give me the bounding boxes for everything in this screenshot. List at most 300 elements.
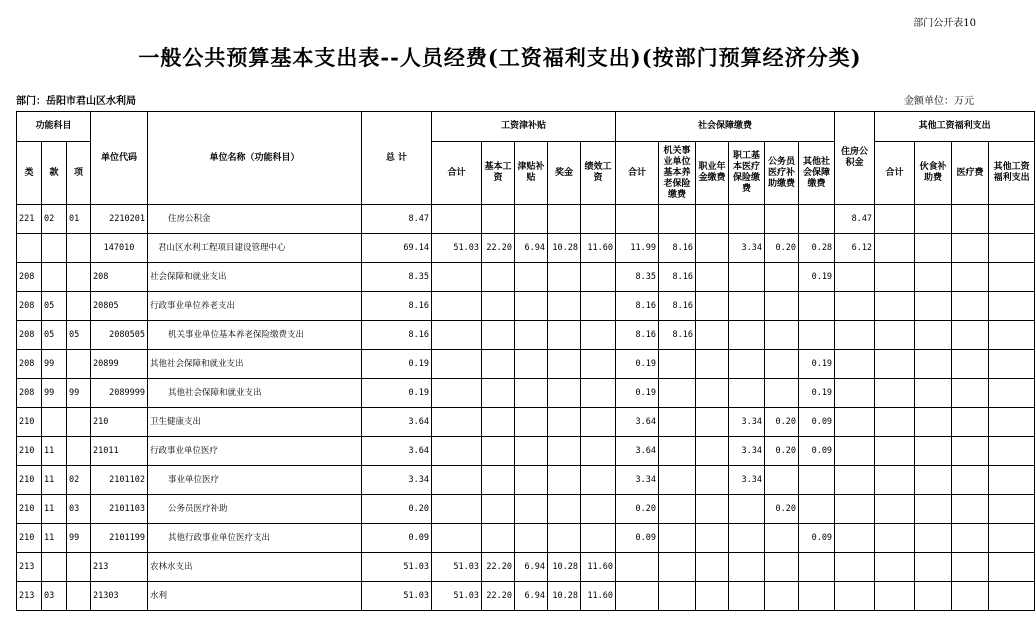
header-civil-medical: 公务员医疗补助缴费 (765, 142, 799, 205)
cell-wage-subtotal (432, 437, 482, 466)
cell-lei: 208 (17, 292, 42, 321)
cell-other-social (799, 321, 835, 350)
cell-bonus (548, 466, 581, 495)
cell-wage-subtotal (432, 495, 482, 524)
cell-unit-code: 2210201 (91, 205, 148, 234)
cell-unit-code: 2101103 (91, 495, 148, 524)
cell-unit-name: 行政事业单位医疗 (148, 437, 362, 466)
cell-unit-name: 其他行政事业单位医疗支出 (148, 524, 362, 553)
cell-pension (659, 466, 696, 495)
cell-xiang (67, 437, 91, 466)
cell-medical-fee (952, 524, 989, 553)
cell-wage-subtotal (432, 263, 482, 292)
cell-kuan: 11 (42, 524, 67, 553)
cell-pension: 8.16 (659, 263, 696, 292)
cell-annuity (696, 263, 729, 292)
cell-unit-code: 20899 (91, 350, 148, 379)
cell-other-social (799, 553, 835, 582)
cell-allowance (515, 321, 548, 350)
cell-other-subtotal (875, 379, 915, 408)
cell-basic-wage (482, 350, 515, 379)
cell-unit-code: 147010 (91, 234, 148, 263)
cell-meal (915, 350, 952, 379)
cell-other-welfare (989, 524, 1035, 553)
cell-bonus (548, 321, 581, 350)
cell-social-subtotal: 8.16 (616, 292, 659, 321)
header-other-welfare: 其他工资福利支出 (989, 142, 1035, 205)
cell-annuity (696, 553, 729, 582)
budget-table (16, 111, 1035, 611)
cell-annuity (696, 350, 729, 379)
cell-kuan: 05 (42, 292, 67, 321)
header-other-group: 其他工资福利支出 (875, 112, 1035, 142)
cell-medical-fee (952, 379, 989, 408)
cell-performance (581, 292, 616, 321)
cell-lei: 210 (17, 524, 42, 553)
cell-medical: 3.34 (729, 437, 765, 466)
table-row (17, 524, 1035, 553)
cell-kuan (42, 263, 67, 292)
cell-xiang: 01 (67, 205, 91, 234)
cell-unit-name: 公务员医疗补助 (148, 495, 362, 524)
cell-housing-fund (835, 495, 875, 524)
cell-housing-fund (835, 379, 875, 408)
cell-bonus: 10.28 (548, 553, 581, 582)
cell-unit-name: 行政事业单位养老支出 (148, 292, 362, 321)
cell-other-subtotal (875, 524, 915, 553)
cell-housing-fund (835, 437, 875, 466)
cell-wage-subtotal: 51.03 (432, 553, 482, 582)
cell-total: 51.03 (362, 582, 432, 611)
cell-housing-fund (835, 524, 875, 553)
cell-unit-code: 213 (91, 553, 148, 582)
cell-medical (729, 205, 765, 234)
cell-bonus (548, 350, 581, 379)
cell-performance: 11.60 (581, 234, 616, 263)
cell-other-social: 0.09 (799, 408, 835, 437)
header-kuan: 款 (42, 142, 67, 205)
table-row (17, 466, 1035, 495)
cell-wage-subtotal (432, 292, 482, 321)
cell-lei: 210 (17, 495, 42, 524)
cell-other-social: 0.19 (799, 263, 835, 292)
cell-other-social: 0.28 (799, 234, 835, 263)
cell-housing-fund (835, 466, 875, 495)
cell-medical (729, 553, 765, 582)
cell-lei: 208 (17, 379, 42, 408)
table-row (17, 205, 1035, 234)
cell-kuan: 02 (42, 205, 67, 234)
table-row (17, 379, 1035, 408)
cell-performance (581, 205, 616, 234)
cell-civil-medical (765, 582, 799, 611)
cell-annuity (696, 321, 729, 350)
cell-allowance: 6.94 (515, 582, 548, 611)
cell-pension (659, 437, 696, 466)
cell-xiang: 99 (67, 524, 91, 553)
cell-social-subtotal: 11.99 (616, 234, 659, 263)
cell-housing-fund (835, 321, 875, 350)
cell-other-subtotal (875, 437, 915, 466)
cell-other-social: 0.09 (799, 437, 835, 466)
cell-total: 0.19 (362, 350, 432, 379)
cell-total: 0.19 (362, 379, 432, 408)
cell-unit-code: 2101199 (91, 524, 148, 553)
table-row (17, 437, 1035, 466)
cell-lei: 210 (17, 466, 42, 495)
cell-other-social: 0.19 (799, 379, 835, 408)
cell-wage-subtotal (432, 321, 482, 350)
cell-other-welfare (989, 553, 1035, 582)
header-other-subtotal: 合计 (875, 142, 915, 205)
cell-lei: 210 (17, 408, 42, 437)
cell-civil-medical (765, 263, 799, 292)
cell-performance: 11.60 (581, 553, 616, 582)
cell-kuan (42, 234, 67, 263)
table-row (17, 495, 1035, 524)
cell-meal (915, 379, 952, 408)
cell-medical: 3.34 (729, 408, 765, 437)
cell-unit-code: 208 (91, 263, 148, 292)
cell-unit-name: 农林水支出 (148, 553, 362, 582)
header-social-subtotal: 合计 (616, 142, 659, 205)
cell-basic-wage (482, 466, 515, 495)
cell-allowance (515, 437, 548, 466)
cell-other-social (799, 495, 835, 524)
cell-kuan (42, 553, 67, 582)
cell-annuity (696, 292, 729, 321)
cell-meal (915, 321, 952, 350)
cell-wage-subtotal (432, 466, 482, 495)
cell-civil-medical (765, 524, 799, 553)
cell-meal (915, 582, 952, 611)
header-medical: 职工基本医疗保险缴费 (729, 142, 765, 205)
cell-social-subtotal: 3.34 (616, 466, 659, 495)
cell-other-social: 0.19 (799, 350, 835, 379)
cell-other-social: 0.09 (799, 524, 835, 553)
cell-total: 8.16 (362, 292, 432, 321)
header-unit-code: 单位代码 (91, 112, 148, 205)
cell-allowance (515, 408, 548, 437)
header-func-subject: 功能科目 (17, 112, 91, 142)
cell-meal (915, 408, 952, 437)
cell-unit-name: 卫生健康支出 (148, 408, 362, 437)
cell-wage-subtotal (432, 408, 482, 437)
table-row (17, 321, 1035, 350)
cell-housing-fund (835, 350, 875, 379)
cell-performance (581, 495, 616, 524)
cell-medical-fee (952, 466, 989, 495)
cell-other-welfare (989, 292, 1035, 321)
cell-performance (581, 350, 616, 379)
cell-other-subtotal (875, 292, 915, 321)
cell-unit-code: 20805 (91, 292, 148, 321)
cell-total: 51.03 (362, 553, 432, 582)
cell-annuity (696, 234, 729, 263)
cell-unit-code: 2089999 (91, 379, 148, 408)
cell-other-subtotal (875, 408, 915, 437)
cell-medical-fee (952, 350, 989, 379)
cell-xiang (67, 350, 91, 379)
cell-medical (729, 321, 765, 350)
cell-bonus: 10.28 (548, 582, 581, 611)
header-bonus: 奖金 (548, 142, 581, 205)
cell-other-welfare (989, 582, 1035, 611)
cell-pension (659, 379, 696, 408)
cell-medical-fee (952, 263, 989, 292)
cell-unit-name: 机关事业单位基本养老保险缴费支出 (148, 321, 362, 350)
header-lei: 类 (17, 142, 42, 205)
cell-wage-subtotal: 51.03 (432, 234, 482, 263)
header-wage-group: 工资津补贴 (432, 112, 616, 142)
cell-wage-subtotal: 51.03 (432, 582, 482, 611)
cell-lei: 213 (17, 582, 42, 611)
table-row (17, 292, 1035, 321)
header-annuity: 职业年金缴费 (696, 142, 729, 205)
cell-other-welfare (989, 437, 1035, 466)
cell-medical-fee (952, 292, 989, 321)
cell-wage-subtotal (432, 379, 482, 408)
cell-allowance (515, 466, 548, 495)
cell-unit-name: 住房公积金 (148, 205, 362, 234)
cell-meal (915, 524, 952, 553)
cell-social-subtotal (616, 205, 659, 234)
page-title: 一般公共预算基本支出表--人员经费(工资福利支出)(按部门预算经济分类) (138, 45, 862, 70)
header-other-social: 其他社会保障缴费 (799, 142, 835, 205)
cell-basic-wage (482, 292, 515, 321)
cell-allowance: 6.94 (515, 234, 548, 263)
document-number: 部门公开表10 (913, 18, 976, 29)
cell-annuity (696, 408, 729, 437)
amount-unit-label: 金额单位：万元 (904, 96, 974, 107)
cell-allowance (515, 524, 548, 553)
cell-social-subtotal: 3.64 (616, 437, 659, 466)
cell-social-subtotal: 8.16 (616, 321, 659, 350)
table-row (17, 350, 1035, 379)
cell-medical-fee (952, 437, 989, 466)
cell-total: 3.34 (362, 466, 432, 495)
cell-meal (915, 437, 952, 466)
cell-basic-wage (482, 379, 515, 408)
cell-other-welfare (989, 321, 1035, 350)
cell-other-subtotal (875, 582, 915, 611)
header-medical-fee: 医疗费 (952, 142, 989, 205)
cell-meal (915, 263, 952, 292)
cell-annuity (696, 466, 729, 495)
cell-pension (659, 582, 696, 611)
table-row (17, 234, 1035, 263)
cell-unit-name: 社会保障和就业支出 (148, 263, 362, 292)
cell-xiang (67, 234, 91, 263)
cell-meal (915, 495, 952, 524)
cell-basic-wage (482, 321, 515, 350)
cell-meal (915, 292, 952, 321)
cell-basic-wage: 22.20 (482, 582, 515, 611)
cell-bonus (548, 524, 581, 553)
table-row (17, 263, 1035, 292)
cell-civil-medical (765, 379, 799, 408)
cell-performance (581, 524, 616, 553)
cell-meal (915, 553, 952, 582)
cell-total: 8.16 (362, 321, 432, 350)
cell-allowance (515, 379, 548, 408)
cell-kuan: 99 (42, 379, 67, 408)
cell-pension (659, 205, 696, 234)
cell-housing-fund (835, 582, 875, 611)
cell-bonus (548, 437, 581, 466)
cell-xiang (67, 263, 91, 292)
cell-social-subtotal (616, 582, 659, 611)
cell-unit-name: 事业单位医疗 (148, 466, 362, 495)
cell-pension (659, 553, 696, 582)
cell-pension (659, 350, 696, 379)
cell-total: 8.35 (362, 263, 432, 292)
cell-allowance: 6.94 (515, 553, 548, 582)
cell-allowance (515, 292, 548, 321)
cell-xiang: 03 (67, 495, 91, 524)
cell-basic-wage (482, 408, 515, 437)
cell-performance (581, 408, 616, 437)
table-row (17, 553, 1035, 582)
cell-medical-fee (952, 321, 989, 350)
cell-other-subtotal (875, 205, 915, 234)
cell-performance (581, 379, 616, 408)
cell-medical-fee (952, 582, 989, 611)
cell-unit-name: 其他社会保障和就业支出 (148, 379, 362, 408)
cell-other-welfare (989, 379, 1035, 408)
cell-other-subtotal (875, 350, 915, 379)
cell-civil-medical (765, 553, 799, 582)
cell-annuity (696, 379, 729, 408)
cell-unit-name: 其他社会保障和就业支出 (148, 350, 362, 379)
cell-medical (729, 582, 765, 611)
cell-medical: 3.34 (729, 466, 765, 495)
cell-meal (915, 234, 952, 263)
cell-medical (729, 379, 765, 408)
cell-other-subtotal (875, 495, 915, 524)
cell-other-welfare (989, 234, 1035, 263)
cell-other-welfare (989, 466, 1035, 495)
cell-medical-fee (952, 553, 989, 582)
cell-annuity (696, 495, 729, 524)
cell-performance (581, 437, 616, 466)
cell-lei: 210 (17, 437, 42, 466)
cell-medical-fee (952, 408, 989, 437)
cell-total: 3.64 (362, 408, 432, 437)
cell-pension: 8.16 (659, 292, 696, 321)
header-social-group: 社会保障缴费 (616, 112, 835, 142)
cell-unit-name: 水利 (148, 582, 362, 611)
cell-other-welfare (989, 408, 1035, 437)
cell-civil-medical (765, 292, 799, 321)
cell-lei: 208 (17, 350, 42, 379)
cell-basic-wage: 22.20 (482, 553, 515, 582)
cell-annuity (696, 524, 729, 553)
cell-other-subtotal (875, 466, 915, 495)
cell-medical-fee (952, 495, 989, 524)
cell-kuan: 11 (42, 495, 67, 524)
cell-lei: 221 (17, 205, 42, 234)
cell-allowance (515, 495, 548, 524)
table-row (17, 408, 1035, 437)
cell-bonus (548, 263, 581, 292)
cell-total: 0.20 (362, 495, 432, 524)
cell-other-subtotal (875, 234, 915, 263)
cell-medical (729, 495, 765, 524)
cell-civil-medical (765, 321, 799, 350)
cell-housing-fund (835, 263, 875, 292)
cell-wage-subtotal (432, 524, 482, 553)
cell-civil-medical: 0.20 (765, 234, 799, 263)
cell-civil-medical: 0.20 (765, 437, 799, 466)
cell-annuity (696, 582, 729, 611)
header-allowance: 津贴补贴 (515, 142, 548, 205)
cell-unit-code: 2101102 (91, 466, 148, 495)
cell-total: 69.14 (362, 234, 432, 263)
cell-kuan: 11 (42, 437, 67, 466)
cell-housing-fund: 8.47 (835, 205, 875, 234)
cell-social-subtotal: 0.19 (616, 379, 659, 408)
cell-medical-fee (952, 234, 989, 263)
cell-basic-wage (482, 205, 515, 234)
cell-medical (729, 350, 765, 379)
header-meal: 伙食补助费 (915, 142, 952, 205)
cell-other-welfare (989, 205, 1035, 234)
cell-annuity (696, 205, 729, 234)
cell-xiang (67, 292, 91, 321)
cell-kuan: 99 (42, 350, 67, 379)
cell-kuan (42, 408, 67, 437)
cell-other-social (799, 582, 835, 611)
cell-total: 8.47 (362, 205, 432, 234)
cell-total: 3.64 (362, 437, 432, 466)
cell-pension: 8.16 (659, 234, 696, 263)
cell-performance: 11.60 (581, 582, 616, 611)
cell-medical: 3.34 (729, 234, 765, 263)
cell-performance (581, 263, 616, 292)
cell-basic-wage (482, 495, 515, 524)
cell-social-subtotal: 8.35 (616, 263, 659, 292)
cell-bonus (548, 495, 581, 524)
cell-civil-medical: 0.20 (765, 495, 799, 524)
cell-medical-fee (952, 205, 989, 234)
cell-xiang (67, 553, 91, 582)
cell-basic-wage (482, 263, 515, 292)
cell-social-subtotal: 0.19 (616, 350, 659, 379)
cell-bonus (548, 205, 581, 234)
cell-social-subtotal: 0.09 (616, 524, 659, 553)
cell-other-social (799, 205, 835, 234)
cell-other-social (799, 292, 835, 321)
cell-social-subtotal: 3.64 (616, 408, 659, 437)
cell-wage-subtotal (432, 205, 482, 234)
cell-lei (17, 234, 42, 263)
cell-pension (659, 408, 696, 437)
header-unit-name: 单位名称（功能科目） (148, 112, 362, 205)
cell-other-welfare (989, 495, 1035, 524)
cell-social-subtotal (616, 553, 659, 582)
cell-meal (915, 466, 952, 495)
cell-medical (729, 524, 765, 553)
cell-unit-name: 君山区水利工程项目建设管理中心 (148, 234, 362, 263)
cell-bonus (548, 292, 581, 321)
cell-civil-medical: 0.20 (765, 408, 799, 437)
cell-other-subtotal (875, 321, 915, 350)
cell-bonus (548, 408, 581, 437)
cell-civil-medical (765, 205, 799, 234)
cell-lei: 208 (17, 321, 42, 350)
cell-social-subtotal: 0.20 (616, 495, 659, 524)
